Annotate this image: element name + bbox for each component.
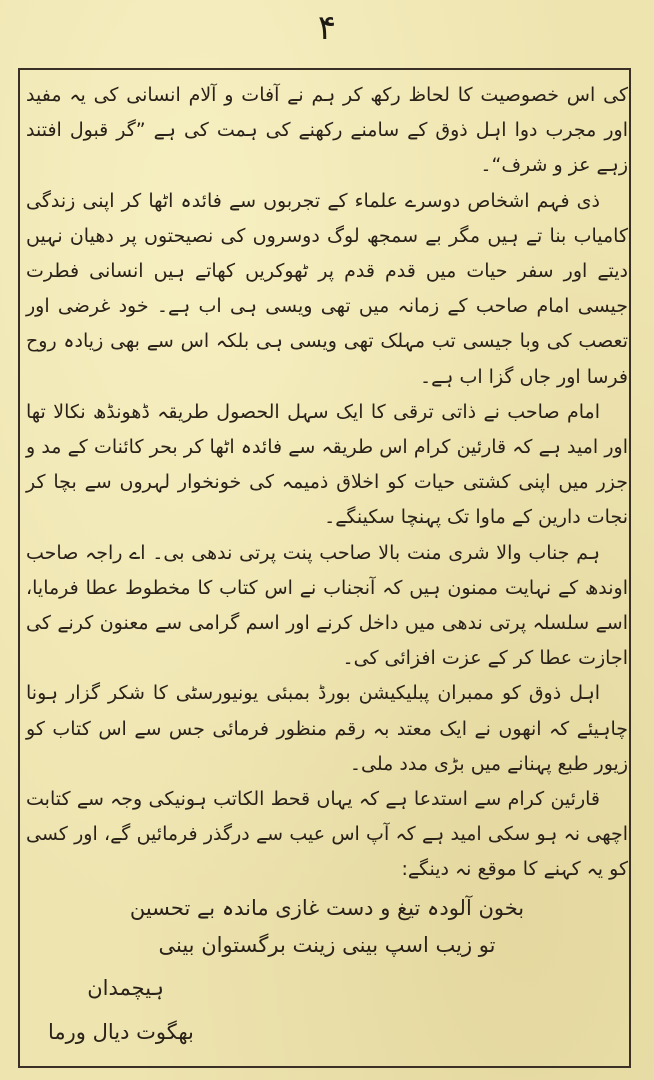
couplet-line-2: تو زیب اسپ بینی زینت برگستوان بینی xyxy=(158,932,496,957)
paragraph-3: امام صاحب نے ذاتی ترقی کا ایک سہل الحصول طریقہ ڈھونڈھ نکالا تھا اور امید ہے کہ قارئین کرام اس طریقہ سے فائدہ اٹھا کر بحر کائنات کے مد و جزر میں اپنی کشتی حیات کو اخلاق ذمیمہ کی خونخوار لہروں سے بچا کر نجات دارین کے ماوا تک پہنچا سکینگے۔ xyxy=(26,400,628,529)
page-number: ۴ xyxy=(317,8,337,48)
paragraph-4: ہم جناب والا شری منت بالا صاحب پنت پرتی ندھی بی۔ اے راجہ صاحب اوندھ کے نہایت ممنون ہیں کہ آنجناب نے اس کتاب کا مخطوط عطا فرمایا، اسے سلسلہ پرتی ندھی میں داخل کرنے اور اسم گرامی سے معنون کرنے کی اجازت عطا کر کے عزت افزائی کی۔ xyxy=(26,541,628,670)
signature-block xyxy=(48,966,194,1054)
signature-title: ہیچمدان xyxy=(87,976,164,1000)
persian-couplet xyxy=(26,890,628,964)
couplet-line-1: بخون آلودہ تیغ و دست غازی ماندہ بے تحسین xyxy=(129,895,525,920)
paragraph-5: اہل ذوق کو ممبران پبلیکیشن بورڈ بمبئی یونیورسٹی کا شکر گزار ہونا چاہیئے کہ انھوں نے ایک معتد بہ رقم منظور فرمائی جس سے اس کتاب کو زیور طبع پہنانے میں بڑی مدد ملی۔ xyxy=(26,682,628,775)
paragraph-2: ذی فہم اشخاص دوسرے علماء کے تجربوں سے فائدہ اٹھا کر اپنی زندگی کامیاب بنا تے ہیں مگر بے سمجھ لوگ دوسروں کی نصیحتوں پر دھیان نہیں دیتے اور سفر حیات میں قدم قدم پر ٹھوکریں کھاتے ہیں انسانی فطرت جیسی امام صاحب کے زمانہ میں تھی ویسی ہی اب ہے۔ خود غرضی اور تعصب کی وبا جیسی تب مہلک تھی ویسی ہی بلکہ اس سے بھی زیادہ روح فرسا اور جاں گزا اب ہے۔ xyxy=(26,189,628,388)
signature-name: بھگوت دیال ورما xyxy=(48,1020,194,1044)
body-text xyxy=(26,78,628,964)
paragraph-1: کی اس خصوصیت کا لحاظ رکھ کر ہم نے آفات و آلام انسانی کی یہ مفید اور مجرب دوا اہل ذوق کے سامنے رکھنے کی ہمت کی ہے ”گر قبول افتند زہے عز و شرف“۔ xyxy=(26,84,628,177)
paragraph-6: قارئین کرام سے استدعا ہے کہ یہاں قحط الکاتب ہونیکی وجہ سے کتابت اچھی نہ ہو سکی امید ہے کہ آپ اس عیب سے درگذر فرمائیں گے، اور کسی کو یہ کہنے کا موقع نہ دینگے: xyxy=(26,788,628,881)
